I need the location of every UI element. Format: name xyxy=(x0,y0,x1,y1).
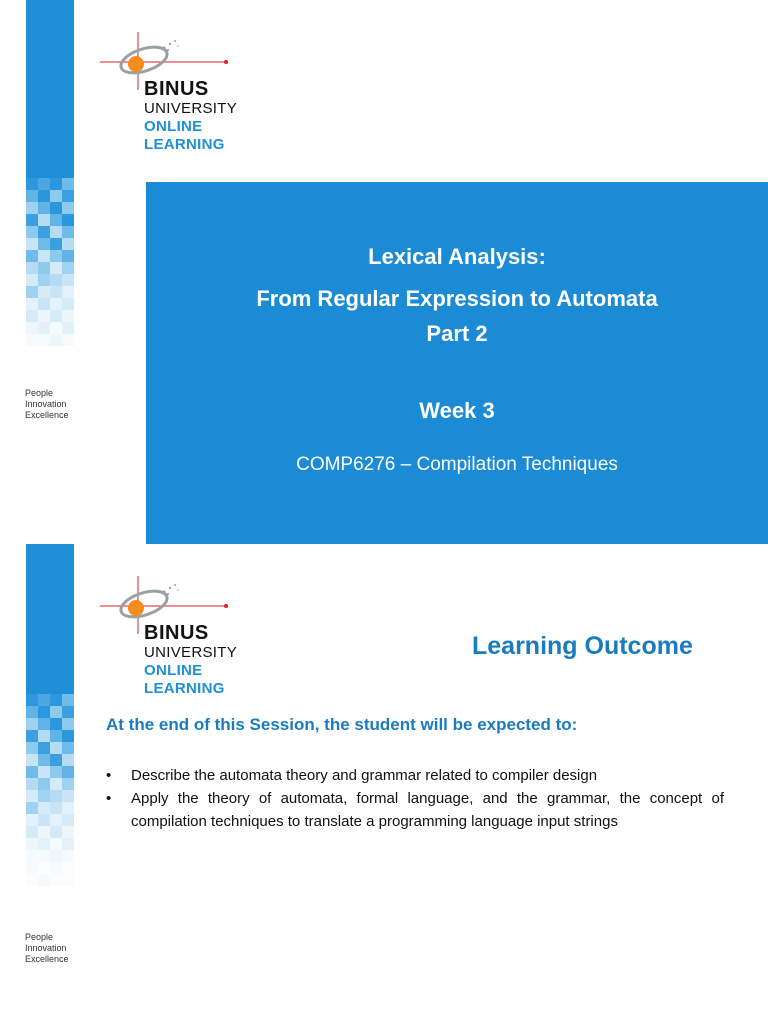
logo-brand: BINUS xyxy=(144,78,209,100)
title-line-1: Lexical Analysis: xyxy=(368,244,546,269)
logo-online: ONLINE xyxy=(144,662,203,679)
week-label: Week 3 xyxy=(419,398,495,423)
outcome-item: • Describe the automata theory and grammar related to compiler design xyxy=(106,764,724,787)
side-mosaic xyxy=(26,694,74,914)
logo-brand: BINUS xyxy=(144,622,209,644)
side-stripe xyxy=(26,544,74,694)
binus-logo xyxy=(98,30,258,153)
tagline-people: People xyxy=(25,932,54,942)
learning-outcome-heading: Learning Outcome xyxy=(472,632,693,660)
logo-learning: LEARNING xyxy=(144,136,225,153)
logo-university: UNIVERSITY xyxy=(144,644,238,661)
tagline-excellence: Excellence xyxy=(25,410,69,420)
title-line-3: Part 2 xyxy=(426,321,488,346)
tagline xyxy=(25,388,69,421)
side-mosaic xyxy=(26,178,74,358)
logo-learning: LEARNING xyxy=(144,680,225,697)
tagline xyxy=(25,932,69,965)
logo-online: ONLINE xyxy=(144,118,203,135)
tagline-people: People xyxy=(25,388,54,398)
learning-outcome-slide xyxy=(0,544,768,1024)
binus-logo xyxy=(98,574,258,697)
logo-university: UNIVERSITY xyxy=(144,100,238,117)
outcome-list xyxy=(106,764,724,833)
outcome-item: • Apply the theory of automata, formal language, and the grammar, the concept of compilation techniques to translate a programming language input strings xyxy=(106,787,724,833)
course-label: COMP6276 – Compilation Techniques xyxy=(296,454,618,475)
tagline-excellence: Excellence xyxy=(25,954,69,964)
learning-outcome-intro: At the end of this Session, the student will be expected to: xyxy=(106,715,578,734)
title-panel xyxy=(146,182,768,544)
tagline-innovation: Innovation xyxy=(25,943,67,953)
side-stripe xyxy=(26,0,74,178)
tagline-innovation: Innovation xyxy=(25,399,67,409)
title-line-2: From Regular Expression to Automata xyxy=(256,286,658,311)
